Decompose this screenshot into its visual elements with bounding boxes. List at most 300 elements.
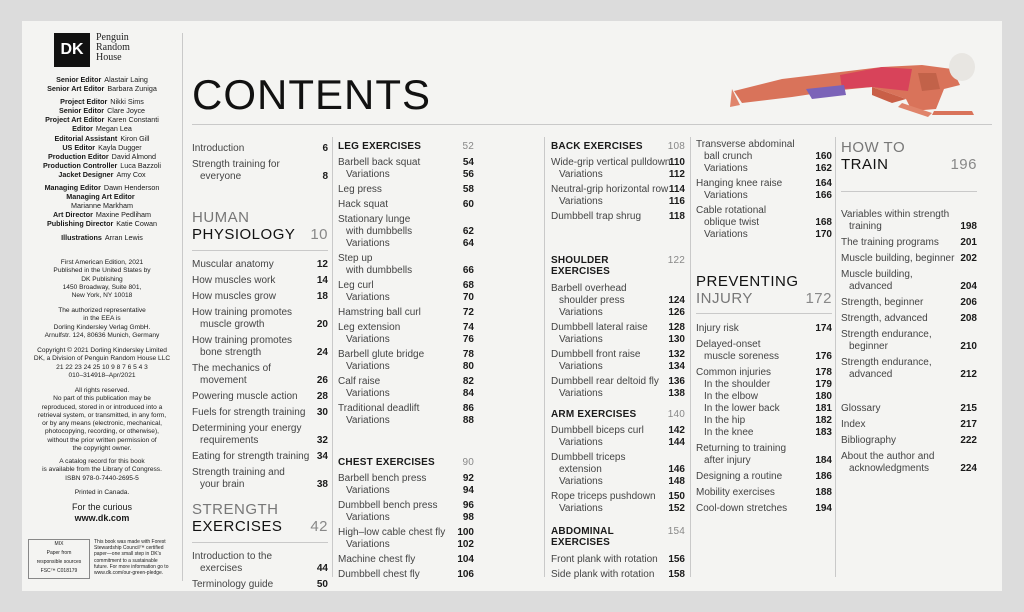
contents-column-3 <box>551 137 685 580</box>
toc-entry[interactable] <box>841 281 977 293</box>
section-heading-label: ARM EXERCISES <box>551 409 637 420</box>
credit-name: Marianne Markham <box>71 201 133 211</box>
toc-entry-title: training <box>849 221 882 232</box>
toc-entry-title: Introduction to the <box>192 551 273 562</box>
toc-entry[interactable] <box>192 407 328 419</box>
toc-entry[interactable] <box>551 283 685 295</box>
toc-entry-title: Variations <box>559 388 603 399</box>
toc-entry[interactable] <box>338 473 474 485</box>
divider <box>544 137 545 577</box>
toc-entry-title: Index <box>841 419 866 430</box>
copyright-line: All rights reserved. <box>74 387 130 394</box>
toc-entry[interactable] <box>841 329 977 341</box>
toc-entry[interactable] <box>841 451 977 463</box>
toc-entry-page: 92 <box>462 473 474 484</box>
credit-line <box>24 183 180 192</box>
toc-entry-page: 212 <box>960 369 977 380</box>
toc-entry[interactable] <box>696 139 832 151</box>
toc-entry-title: Variations <box>559 169 603 180</box>
section-heading <box>338 141 474 152</box>
toc-entry-page: 150 <box>668 491 685 502</box>
toc-entry[interactable] <box>696 367 832 379</box>
toc-entry-page: 124 <box>668 295 685 306</box>
toc-entry[interactable] <box>192 579 328 591</box>
toc-entry[interactable] <box>696 503 832 515</box>
toc-entry[interactable] <box>841 403 977 415</box>
toc-entry-title: Returning to training <box>696 443 787 454</box>
section-heading <box>338 457 474 468</box>
credit-name: Amy Cox <box>116 169 146 179</box>
toc-entry[interactable] <box>841 209 977 221</box>
toc-entry-title: Variations <box>559 334 603 345</box>
toc-entry-page: 104 <box>457 554 474 565</box>
toc-entry[interactable] <box>696 205 832 217</box>
section-heading-label: BACK EXERCISES <box>551 141 643 152</box>
toc-entry-title: Variations <box>704 229 748 240</box>
copyright-line: ISBN 978-0-7440-2695-5 <box>65 474 139 482</box>
toc-entry[interactable] <box>551 476 685 488</box>
toc-entry-title: Barbell overhead <box>551 283 627 294</box>
credit-line <box>24 152 180 161</box>
toc-entry-page: 222 <box>960 435 977 446</box>
toc-entry[interactable] <box>338 214 474 226</box>
toc-entry-page: 62 <box>462 226 474 237</box>
toc-entry-title: movement <box>200 375 247 386</box>
credit-name: Kayla Dugger <box>98 142 142 152</box>
fsc-text-line: paper—one small step in DK's <box>94 551 162 558</box>
credit-line <box>24 170 180 179</box>
toc-entry-page: 208 <box>960 313 977 324</box>
toc-entry[interactable] <box>551 334 685 346</box>
toc-entry-title: Strength endurance, <box>841 357 932 368</box>
toc-entry-page: 80 <box>462 361 474 372</box>
part-heading <box>696 273 832 307</box>
toc-entry[interactable] <box>338 500 474 512</box>
toc-entry-title: Cable rotational <box>696 205 767 216</box>
toc-entry-page: 98 <box>462 512 474 523</box>
toc-entry-page: 32 <box>316 435 328 446</box>
toc-entry[interactable] <box>192 479 328 491</box>
section-rule <box>192 250 328 251</box>
credit-name: David Almond <box>111 151 157 161</box>
credit-role: Managing Art Editor <box>66 192 135 202</box>
toc-entry-page: 138 <box>668 388 685 399</box>
toc-entry-title: Traditional deadlift <box>338 403 420 414</box>
toc-entry[interactable] <box>338 388 474 400</box>
toc-entry[interactable] <box>696 379 832 391</box>
toc-entry-title: Strength, beginner <box>841 297 924 308</box>
toc-entry-title: Variations <box>346 292 390 303</box>
toc-entry[interactable] <box>696 217 832 229</box>
toc-entry-title: requirements <box>200 435 259 446</box>
part-heading-line2: TRAIN <box>841 156 889 173</box>
toc-entry[interactable] <box>338 361 474 373</box>
copyright-line: in the EEA is <box>83 315 121 323</box>
toc-entry-page: 176 <box>815 351 832 362</box>
toc-entry-title: Variables within strength <box>841 209 950 220</box>
credit-line <box>24 134 180 143</box>
toc-entry-page: 30 <box>316 407 328 418</box>
toc-entry[interactable] <box>551 376 685 388</box>
toc-entry[interactable] <box>192 467 328 479</box>
section-heading <box>551 526 685 548</box>
catalog-record <box>24 458 180 483</box>
toc-entry-page: 24 <box>316 347 328 358</box>
toc-entry[interactable] <box>696 190 832 202</box>
credit-name: Katie Cowan <box>116 219 158 229</box>
toc-entry[interactable] <box>192 375 328 387</box>
contents-column-1 <box>192 137 328 590</box>
toc-entry[interactable] <box>192 159 328 171</box>
credit-role: Illustrations <box>61 232 102 242</box>
part-heading-line2: PHYSIOLOGY <box>192 226 296 243</box>
toc-entry[interactable] <box>551 452 685 464</box>
toc-entry[interactable] <box>551 211 685 223</box>
toc-entry[interactable] <box>192 291 328 303</box>
toc-entry-title: Barbell glute bridge <box>338 349 425 360</box>
toc-entry-title: Delayed-onset <box>696 339 761 350</box>
toc-entry[interactable] <box>192 319 328 331</box>
toc-entry[interactable] <box>696 415 832 427</box>
toc-entry-title: Rope triceps pushdown <box>551 491 656 502</box>
toc-entry[interactable] <box>338 253 474 265</box>
toc-entry-title: Determining your energy <box>192 423 302 434</box>
toc-entry-page: 152 <box>668 503 685 514</box>
toc-entry[interactable] <box>696 151 832 163</box>
toc-entry-title: exercises <box>200 563 243 574</box>
toc-entry-page: 136 <box>668 376 685 387</box>
toc-entry[interactable] <box>192 451 328 463</box>
copyright-line: the copyright owner. <box>72 445 132 453</box>
printed-in <box>24 489 180 497</box>
toc-entry[interactable] <box>841 221 977 233</box>
toc-entry[interactable] <box>696 323 832 335</box>
credit-name: Clare Joyce <box>107 106 146 116</box>
toc-entry-page: 144 <box>668 437 685 448</box>
toc-entry-title: Muscular anatomy <box>192 259 274 270</box>
toc-entry[interactable] <box>551 361 685 373</box>
toc-entry[interactable] <box>338 322 474 334</box>
dk-website-link[interactable]: www.dk.com <box>74 513 130 523</box>
title-rule <box>192 124 992 125</box>
toc-entry[interactable] <box>338 307 474 319</box>
toc-entry[interactable] <box>338 334 474 346</box>
toc-entry[interactable] <box>551 425 685 437</box>
credit-role: Publishing Director <box>46 219 114 229</box>
toc-entry-page: 132 <box>668 349 685 360</box>
copyright-line: DK Publishing <box>81 275 123 283</box>
toc-entry-title: Variations <box>559 307 603 318</box>
part-heading-line2: EXERCISES <box>192 518 283 535</box>
credit-name: Dawn Henderson <box>103 183 160 193</box>
toc-entry[interactable] <box>338 376 474 388</box>
toc-entry[interactable] <box>192 143 328 155</box>
toc-entry[interactable] <box>696 178 832 190</box>
toc-entry[interactable] <box>841 357 977 369</box>
toc-entry[interactable] <box>338 226 474 238</box>
credit-role: Senior Editor <box>56 75 102 84</box>
toc-entry-title: Variations <box>704 190 748 201</box>
toc-entry-title: Strength training and <box>192 467 285 478</box>
toc-entry-title: Variations <box>704 163 748 174</box>
toc-entry-page: 12 <box>316 259 328 270</box>
credit-name: Kiron Gill <box>120 133 150 143</box>
toc-entry[interactable] <box>192 259 328 271</box>
toc-entry-title: everyone <box>200 171 242 182</box>
toc-entry[interactable] <box>551 437 685 449</box>
toc-entry[interactable] <box>551 464 685 476</box>
copyright-line: without the prior written permission of <box>47 436 157 444</box>
toc-entry-page: 142 <box>668 425 685 436</box>
toc-entry[interactable] <box>551 157 685 169</box>
toc-entry[interactable] <box>338 238 474 250</box>
toc-entry-title: Common injuries <box>696 367 772 378</box>
toc-entry[interactable] <box>696 229 832 241</box>
credit-line <box>24 106 180 115</box>
section-heading <box>551 409 685 420</box>
toc-entry-title: In the shoulder <box>704 379 771 390</box>
toc-entry[interactable] <box>841 369 977 381</box>
toc-entry[interactable] <box>338 485 474 497</box>
toc-entry[interactable] <box>696 391 832 403</box>
copyright-line: is available from the Library of Congress. <box>42 466 162 474</box>
toc-entry[interactable] <box>192 423 328 435</box>
toc-entry[interactable] <box>338 569 474 581</box>
toc-entry-page: 26 <box>316 375 328 386</box>
toc-entry[interactable] <box>551 349 685 361</box>
toc-entry[interactable] <box>551 491 685 503</box>
toc-entry[interactable] <box>841 435 977 447</box>
divider <box>690 137 691 577</box>
toc-entry[interactable] <box>551 196 685 208</box>
toc-entry[interactable] <box>696 403 832 415</box>
toc-entry-title: Muscle building, <box>841 269 913 280</box>
toc-entry-title: Eating for strength training <box>192 451 310 462</box>
toc-entry[interactable] <box>841 253 977 265</box>
toc-entry[interactable] <box>192 335 328 347</box>
eea-representative <box>24 307 180 340</box>
toc-entry-page: 6 <box>322 143 328 154</box>
section-heading-label: LEG EXERCISES <box>338 141 422 152</box>
toc-entry-page: 28 <box>316 391 328 402</box>
toc-entry[interactable] <box>551 569 685 581</box>
credit-role: Senior Editor <box>58 106 105 116</box>
toc-entry[interactable] <box>192 171 328 183</box>
credit-role: Senior Art Editor <box>47 84 105 94</box>
toc-entry-page: 202 <box>960 253 977 264</box>
toc-entry[interactable] <box>338 415 474 427</box>
toc-entry[interactable] <box>696 339 832 351</box>
toc-entry-title: Dumbbell bench press <box>338 500 438 511</box>
toc-entry-page: 210 <box>960 341 977 352</box>
toc-entry-page: 224 <box>960 463 977 474</box>
copyright-notice <box>24 347 180 380</box>
toc-entry-page: 188 <box>815 487 832 498</box>
toc-entry-page: 14 <box>316 275 328 286</box>
credit-line <box>24 124 180 133</box>
credit-line <box>24 97 180 106</box>
toc-entry-title: Variations <box>346 334 390 345</box>
toc-entry[interactable] <box>338 280 474 292</box>
toc-entry[interactable] <box>338 199 474 211</box>
toc-entry-title: Hack squat <box>338 199 389 210</box>
toc-entry-page: 66 <box>462 265 474 276</box>
toc-entry[interactable] <box>338 403 474 415</box>
fsc-logo <box>28 539 90 579</box>
copyright-line: Published in the United States by <box>53 267 151 275</box>
fsc-statement <box>94 539 178 576</box>
copyright-line: 21 22 23 24 25 10 9 8 7 6 5 4 3 <box>56 363 148 371</box>
toc-entry[interactable] <box>551 503 685 515</box>
toc-entry-title: How muscles work <box>192 275 276 286</box>
page-title: CONTENTS <box>192 71 431 118</box>
toc-entry[interactable] <box>696 455 832 467</box>
toc-entry-title: beginner <box>849 341 888 352</box>
toc-entry[interactable] <box>338 554 474 566</box>
toc-entry[interactable] <box>841 463 977 475</box>
section-heading-page: 140 <box>667 409 685 420</box>
copyright-line: Dorling Kindersley Verlag GmbH. <box>53 323 151 331</box>
toc-entry[interactable] <box>696 471 832 483</box>
toc-entry-title: acknowledgments <box>849 463 930 474</box>
toc-entry-title: Designing a routine <box>696 471 783 482</box>
toc-entry[interactable] <box>192 435 328 447</box>
part-heading-line1: PREVENTING <box>696 273 799 290</box>
toc-entry-page: 182 <box>815 415 832 426</box>
toc-entry-page: 215 <box>960 403 977 414</box>
credit-line <box>24 192 180 201</box>
toc-entry-page: 217 <box>960 419 977 430</box>
toc-entry-page: 181 <box>815 403 832 414</box>
toc-entry-page: 118 <box>668 211 685 222</box>
toc-entry[interactable] <box>841 269 977 281</box>
credit-line <box>24 219 180 228</box>
toc-entry-page: 206 <box>960 297 977 308</box>
toc-entry[interactable] <box>551 388 685 400</box>
credit-role: Editorial Assistant <box>54 133 118 143</box>
toc-entry-title: How training promotes <box>192 307 293 318</box>
toc-entry[interactable] <box>192 347 328 359</box>
toc-entry-title: Variations <box>559 196 603 207</box>
toc-entry-title: Hanging knee raise <box>696 178 783 189</box>
toc-entry-title: About the author and <box>841 451 935 462</box>
for-the-curious: For the curious www.dk.com <box>24 502 180 524</box>
toc-entry[interactable] <box>551 554 685 566</box>
toc-entry[interactable] <box>551 184 685 196</box>
toc-entry-title: Injury risk <box>696 323 739 334</box>
toc-entry-title: Mobility exercises <box>696 487 775 498</box>
contents-column-4 <box>696 137 832 577</box>
toc-entry[interactable] <box>338 292 474 304</box>
toc-entry-page: 198 <box>960 221 977 232</box>
toc-entry[interactable] <box>338 169 474 181</box>
toc-entry-title: your brain <box>200 479 245 490</box>
toc-entry[interactable] <box>338 527 474 539</box>
toc-entry-title: muscle growth <box>200 319 265 330</box>
toc-entry[interactable] <box>841 313 977 325</box>
toc-entry[interactable] <box>338 539 474 551</box>
toc-entry-page: 146 <box>668 464 685 475</box>
toc-entry-title: Powering muscle action <box>192 391 298 402</box>
toc-entry[interactable] <box>696 487 832 499</box>
toc-entry-page: 70 <box>462 292 474 303</box>
toc-entry-title: Variations <box>559 503 603 514</box>
dk-logo: DK <box>54 33 90 67</box>
toc-entry[interactable] <box>338 349 474 361</box>
toc-entry[interactable] <box>338 157 474 169</box>
toc-entry-page: 204 <box>960 281 977 292</box>
toc-entry[interactable] <box>696 443 832 455</box>
credits-list <box>24 75 180 242</box>
toc-entry[interactable] <box>551 169 685 181</box>
toc-entry-page: 96 <box>462 500 474 511</box>
toc-entry[interactable] <box>338 512 474 524</box>
toc-entry[interactable] <box>551 307 685 319</box>
toc-entry[interactable] <box>551 295 685 307</box>
toc-entry-title: Machine chest fly <box>338 554 416 565</box>
copyright-line: Arnulfstr. 124, 80636 Munich, Germany <box>44 331 160 339</box>
toc-entry-page: 158 <box>668 569 685 580</box>
toc-entry-page: 106 <box>457 569 474 580</box>
toc-entry[interactable] <box>841 237 977 249</box>
toc-entry[interactable] <box>841 341 977 353</box>
toc-entry-title: How training promotes <box>192 335 293 346</box>
part-heading <box>192 209 328 243</box>
toc-entry[interactable] <box>696 427 832 439</box>
fsc-text-line: future. For more information go to <box>94 563 169 570</box>
toc-entry[interactable] <box>192 551 328 563</box>
credit-name: Megan Lea <box>95 124 132 134</box>
fsc-text-line: www.dk.com/our-green-pledge. <box>94 570 164 577</box>
toc-entry-page: 38 <box>316 479 328 490</box>
toc-entry[interactable] <box>192 307 328 319</box>
toc-entry[interactable] <box>192 363 328 375</box>
toc-entry-title: advanced <box>849 281 893 292</box>
divider <box>835 137 836 577</box>
copyright-line: 1450 Broadway, Suite 801, <box>62 283 142 291</box>
toc-entry-page: 34 <box>316 451 328 462</box>
toc-entry[interactable] <box>192 563 328 575</box>
toc-entry-page: 74 <box>462 322 474 333</box>
toc-entry[interactable] <box>192 391 328 403</box>
toc-entry-page: 170 <box>815 229 832 240</box>
toc-entry[interactable] <box>841 419 977 431</box>
copyright-line: retrieval system, or transmitted, in any form, <box>37 411 167 419</box>
section-heading-page: 154 <box>667 526 685 537</box>
penguin-random-house-logo: Penguin Random House <box>96 32 130 63</box>
toc-entry-title: with dumbbells <box>346 226 413 237</box>
section-heading <box>551 141 685 152</box>
toc-entry-title: Strength endurance, <box>841 329 932 340</box>
toc-entry-page: 84 <box>462 388 474 399</box>
toc-entry-title: Side plank with rotation <box>551 569 655 580</box>
toc-entry[interactable] <box>696 163 832 175</box>
toc-entry-title: extension <box>559 464 602 475</box>
toc-entry[interactable] <box>338 184 474 196</box>
toc-entry[interactable] <box>192 275 328 287</box>
toc-entry-title: Dumbbell front raise <box>551 349 641 360</box>
contents-column-5 <box>841 137 977 577</box>
copyright-line: A catalog record for this book <box>59 458 145 465</box>
toc-entry[interactable] <box>338 265 474 277</box>
credit-name: Luca Bazzoli <box>120 160 162 170</box>
section-rule <box>192 542 328 543</box>
fsc-text-line: Stewardship Council™ certified <box>94 545 164 552</box>
toc-entry-page: 100 <box>457 527 474 538</box>
toc-entry[interactable] <box>551 322 685 334</box>
toc-entry[interactable] <box>696 351 832 363</box>
toc-entry[interactable] <box>841 297 977 309</box>
